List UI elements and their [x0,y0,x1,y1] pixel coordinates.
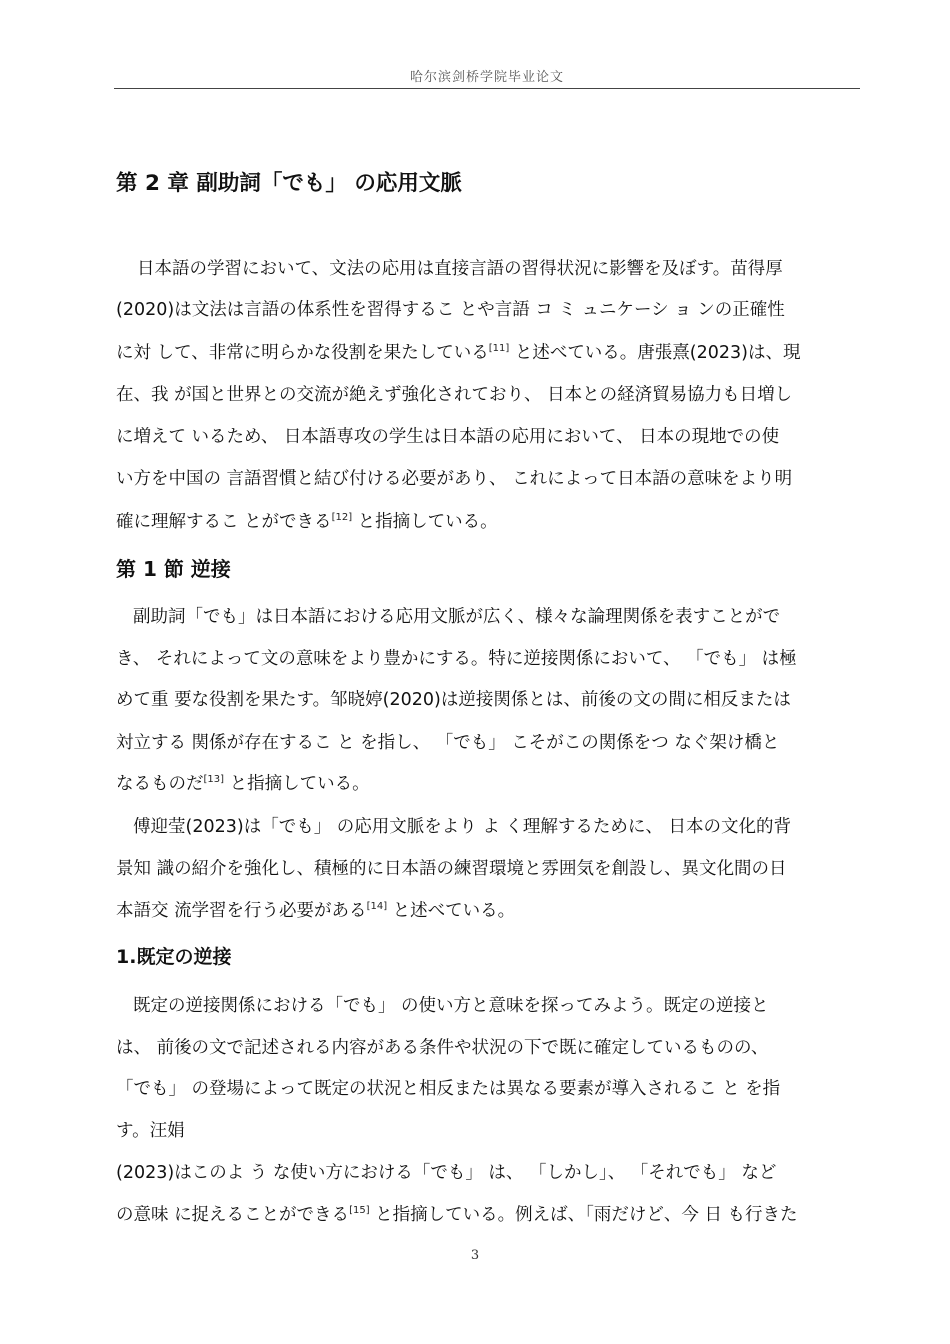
subsection-title: 1.既定の逆接 [116,946,232,968]
text-line: 対立する 関係が存在するこ と を指し、 「でも」 こそがこの関係をつ なぐ架け橋と [116,733,780,753]
text-run: なるものだ [116,774,204,794]
text-line [116,339,801,364]
text-line [116,1201,798,1226]
text-line: (2023)はこのよ う な使い方における「でも」 は、 「しかし」、 「それでも」 など [116,1163,777,1183]
header-rule [114,88,860,89]
section-title: 第 1 節 逆接 [116,557,231,581]
text-line: 「でも」 の登場によって既定の状況と相反または異なる要素が導入されるこ と を指 [116,1079,781,1099]
running-header: 哈尔滨剑桥学院毕业论文 [409,70,564,85]
citation-ref: [12] [331,512,353,523]
text-line: に増えて いるため、 日本語専攻の学生は日本語の応用において、 日本の現地での使 [116,427,780,447]
text-line: 傅迎莹(2023)は「でも」 の応用文脈をより よ く理解するために、 日本の文化的背 [133,817,791,837]
citation-ref: [15] [349,1205,370,1216]
text-run: に対 して、非常に明らかな役割を果たしている [116,343,489,363]
text-run: 本語交 流学習を行う必要がある [116,901,367,921]
page-number: 3 [470,1248,480,1263]
text-line: 景知 識の紹介を強化し、積極的に日本語の練習環境と雰囲気を創設し、異文化間の日 [116,859,787,879]
text-line: き、 それによって文の意味をより豊かにする。特に逆接関係において、 「でも」 は極 [116,649,797,669]
text-line: い方を中国の 言語習慣と結び付ける必要があり、 これによって日本語の意味をより明 [116,469,793,489]
text-line: は、 前後の文で記述される内容がある条件や状況の下で既に確定しているものの、 [116,1038,769,1058]
text-run: と述べている。唐張熹(2023)は、現 [509,343,801,363]
text-line: めて重 要な役割を果たす。邹晓婷(2020)は逆接関係とは、前後の文の間に相反または [116,690,791,710]
text-line [116,508,498,533]
text-line: 副助詞「でも」は日本語における応用文脈が広く、様々な論理関係を表すことがで [133,607,781,627]
text-run: の意味 に捉えることができる [116,1205,350,1225]
text-line [116,897,515,922]
citation-ref: [11] [488,343,510,354]
citation-ref: [13] [203,774,225,785]
citation-ref: [14] [366,901,388,912]
text-run: と指摘している。 [352,512,498,532]
text-run: 確に理解するこ とができる [116,512,332,532]
text-run: と述べている。 [387,901,516,921]
text-line: 在、我 が国と世界との交流が絶えず強化されており、 日本との経済貿易協力も日増し [116,385,793,405]
text-line: す。汪娟 [116,1121,185,1141]
text-run: と指摘している。例えば、「雨だけど、今 日 も行きた [369,1205,798,1225]
text-line [116,770,370,795]
text-line: 既定の逆接関係における「でも」 の使い方と意味を探ってみよう。既定の逆接と [133,996,769,1016]
text-run: と指摘している。 [224,774,370,794]
text-line: (2020)は文法は言語の体系性を習得するこ とや言語 コ ミ ュニケーシ ョ ンの正確性 [116,300,785,320]
text-line: 日本語の学習において、文法の応用は直接言語の習得状況に影響を及ぼす。苗得厚 [137,259,783,279]
chapter-title: 第 2 章 副助詞「でも」 の応用文脈 [116,171,462,196]
